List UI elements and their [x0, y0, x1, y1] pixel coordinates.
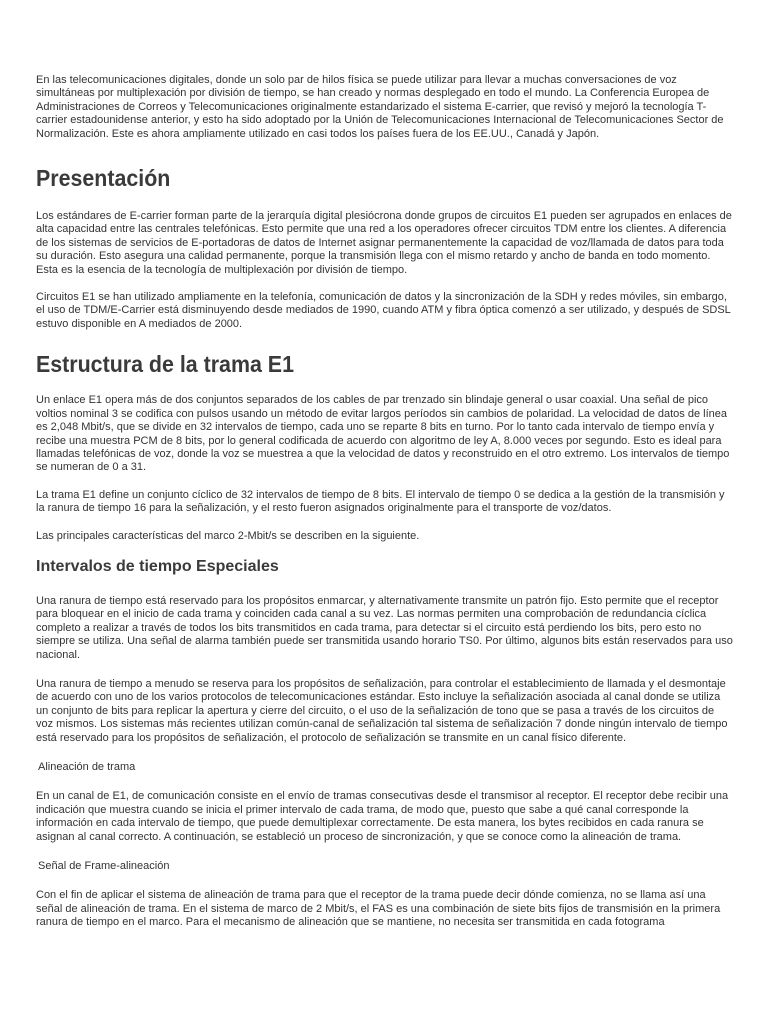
heading-estructura: Estructura de la trama E1 [36, 351, 294, 378]
presentacion-paragraph-1: Los estándares de E-carrier forman parte de la jerarquía digital plesiócrona donde grupos de circuitos E1 pueden ser agrupados en enlaces de alta capacidad entre las centrales telefónicas. Esto permite que una red a los operadores ofrecer circuitos TDM entre los clientes. A diferencia de los sistemas de servicios de E-portadoras de datos de Internet asignar permanentemente la capacidad de voz/llamada de datos para toda su duración. Esto asegura una calidad permanente, porque la transmisión llega con el mismo retardo y ancho de banda en todo momento. Esta es la esencia de la tecnología de multiplexación por división de tiempo. [36, 210, 732, 276]
estructura-paragraph-1: Un enlace E1 opera más de dos conjuntos separados de los cables de par trenzado sin blindaje general o usar coaxial. Una señal de pico voltios nominal 3 se codifica con pulsos usando un método de evitar largos períodos sin cambios de polaridad. La velocidad de datos de línea es 2,048 Mbit/s, que se divide en 32 intervalos de tiempo, cada uno se reparte 8 bits en turno. Por lo tanto cada intervalo de tiempo envía y recibe una muestra PCM de 8 bits, por lo general codificada de acuerdo con algoritmo de ley A, 8.000 veces por segundo. Esto es ideal para llamadas telefónicas de voz, donde la voz se muestrea a que la velocidad de datos y reconstruido en el otro extremo. Los intervalos de tiempo se numeran de 0 a 31. [36, 394, 730, 474]
estructura-paragraph-2: La trama E1 define un conjunto cíclico de 32 intervalos de tiempo de 8 bits. El intervalo de tiempo 0 se dedica a la gestión de la transmisión y la ranura de tiempo 16 para la señalización, y el resto fueron asignados originalmente para el transporte de voz/datos. [36, 488, 725, 515]
heading-senal: Señal de Frame-alineación [38, 860, 170, 873]
heading-intervalos: Intervalos de tiempo Especiales [36, 557, 279, 575]
intro-paragraph: En las telecomunicaciones digitales, donde un solo par de hilos física se puede utilizar para llevar a muchas conversaciones de voz simultáneas por multiplexación por división de tiempo, se han creado y normas desplegado en todo el mundo. La Conferencia Europea de Administraciones de Correos y Telecomunicaciones originalmente estandarizado el sistema E-carrier, que revisó y mejoró la tecnología T-carrier estadounidense anterior, y esto ha sido adoptado por la Unión de Telecomunicaciones Internacional de Telecomunicaciones Sector de Normalización. Este es ahora ampliamente utilizado en casi todos los países fuera de los EE.UU., Canadá y Japón. [36, 74, 724, 140]
intervalos-paragraph-1: Una ranura de tiempo está reservado para los propósitos enmarcar, y alternativamente transmite un patrón fijo. Esto permite que el receptor para bloquear en el inicio de cada trama y coinciden cada canal a su vez. Las normas permiten una comprobación de redundancia cíclica completo a realizar a través de todos los bits transmitidos en cada trama, para detectar si el circuito está perdiendo los bits, pero esto no siempre se utiliza. Una señal de alarma también puede ser transmitida usando horario TS0. Por último, algunos bits están reservados para uso nacional. [36, 594, 733, 661]
heading-presentacion: Presentación [36, 165, 171, 192]
heading-alineacion: Alineación de trama [38, 761, 136, 773]
presentacion-paragraph-2: Circuitos E1 se han utilizado ampliamente en la telefonía, comunicación de datos y la sincronización de la SDH y redes móviles, sin embargo, el uso de TDM/E-Carrier está disminuyendo desde mediados de 1990, cuando ATM y fibra óptica comenzó a ser utilizado, y después de SDSL estuvo disponible en A mediados de 2000. [36, 291, 731, 330]
alineacion-paragraph-1: En un canal de E1, de comunicación consiste en el envío de tramas consecutivas desde el transmisor al receptor. El receptor debe recibir una indicación que muestra cuando se inicia el primer intervalo de cada trama, de modo que, puesto que sabe a qué canal corresponde la información en cada intervalo de tiempo, que puede demultiplexar correctamente. De esta manera, los bytes recibidos en cada ranura se asignan al canal correcto. A continuación, se estableció un proceso de sincronización, y que se conoce como la alineación de trama. [36, 790, 729, 843]
estructura-paragraph-3: Las principales características del marco 2-Mbit/s se describen en la siguiente. [36, 529, 420, 542]
intervalos-paragraph-2: Una ranura de tiempo a menudo se reserva para los propósitos de señalización, para controlar el establecimiento de llamada y el desmontaje de acuerdo con uno de los varios protocolos de telecomunicaciones estándar. Esto incluye la señalización asociada al canal donde se utiliza un conjunto de bits para replicar la apertura y cierre del circuito, o el uso de la señalización de tono que se pasa a través de los circuitos de voz mismos. Los sistemas más recientes utilizan común-canal de señalización tal sistema de señalización 7 donde ningún intervalo de tiempo está reservado para los propósitos de señalización, el protocolo de señalización se transmite en un canal físico diferente. [36, 677, 728, 744]
senal-paragraph-1: Con el fin de aplicar el sistema de alineación de trama para que el receptor de la trama puede decir dónde comienza, no se llama así una señal de alineación de trama. En el sistema de marco de 2 Mbit/s, el FAS es una combinación de siete bits fijos de transmisión en la primera ranura de tiempo en el marco. Para el mecanismo de alineación que se mantiene, no necesita ser transmitida en cada fotograma [36, 889, 721, 929]
